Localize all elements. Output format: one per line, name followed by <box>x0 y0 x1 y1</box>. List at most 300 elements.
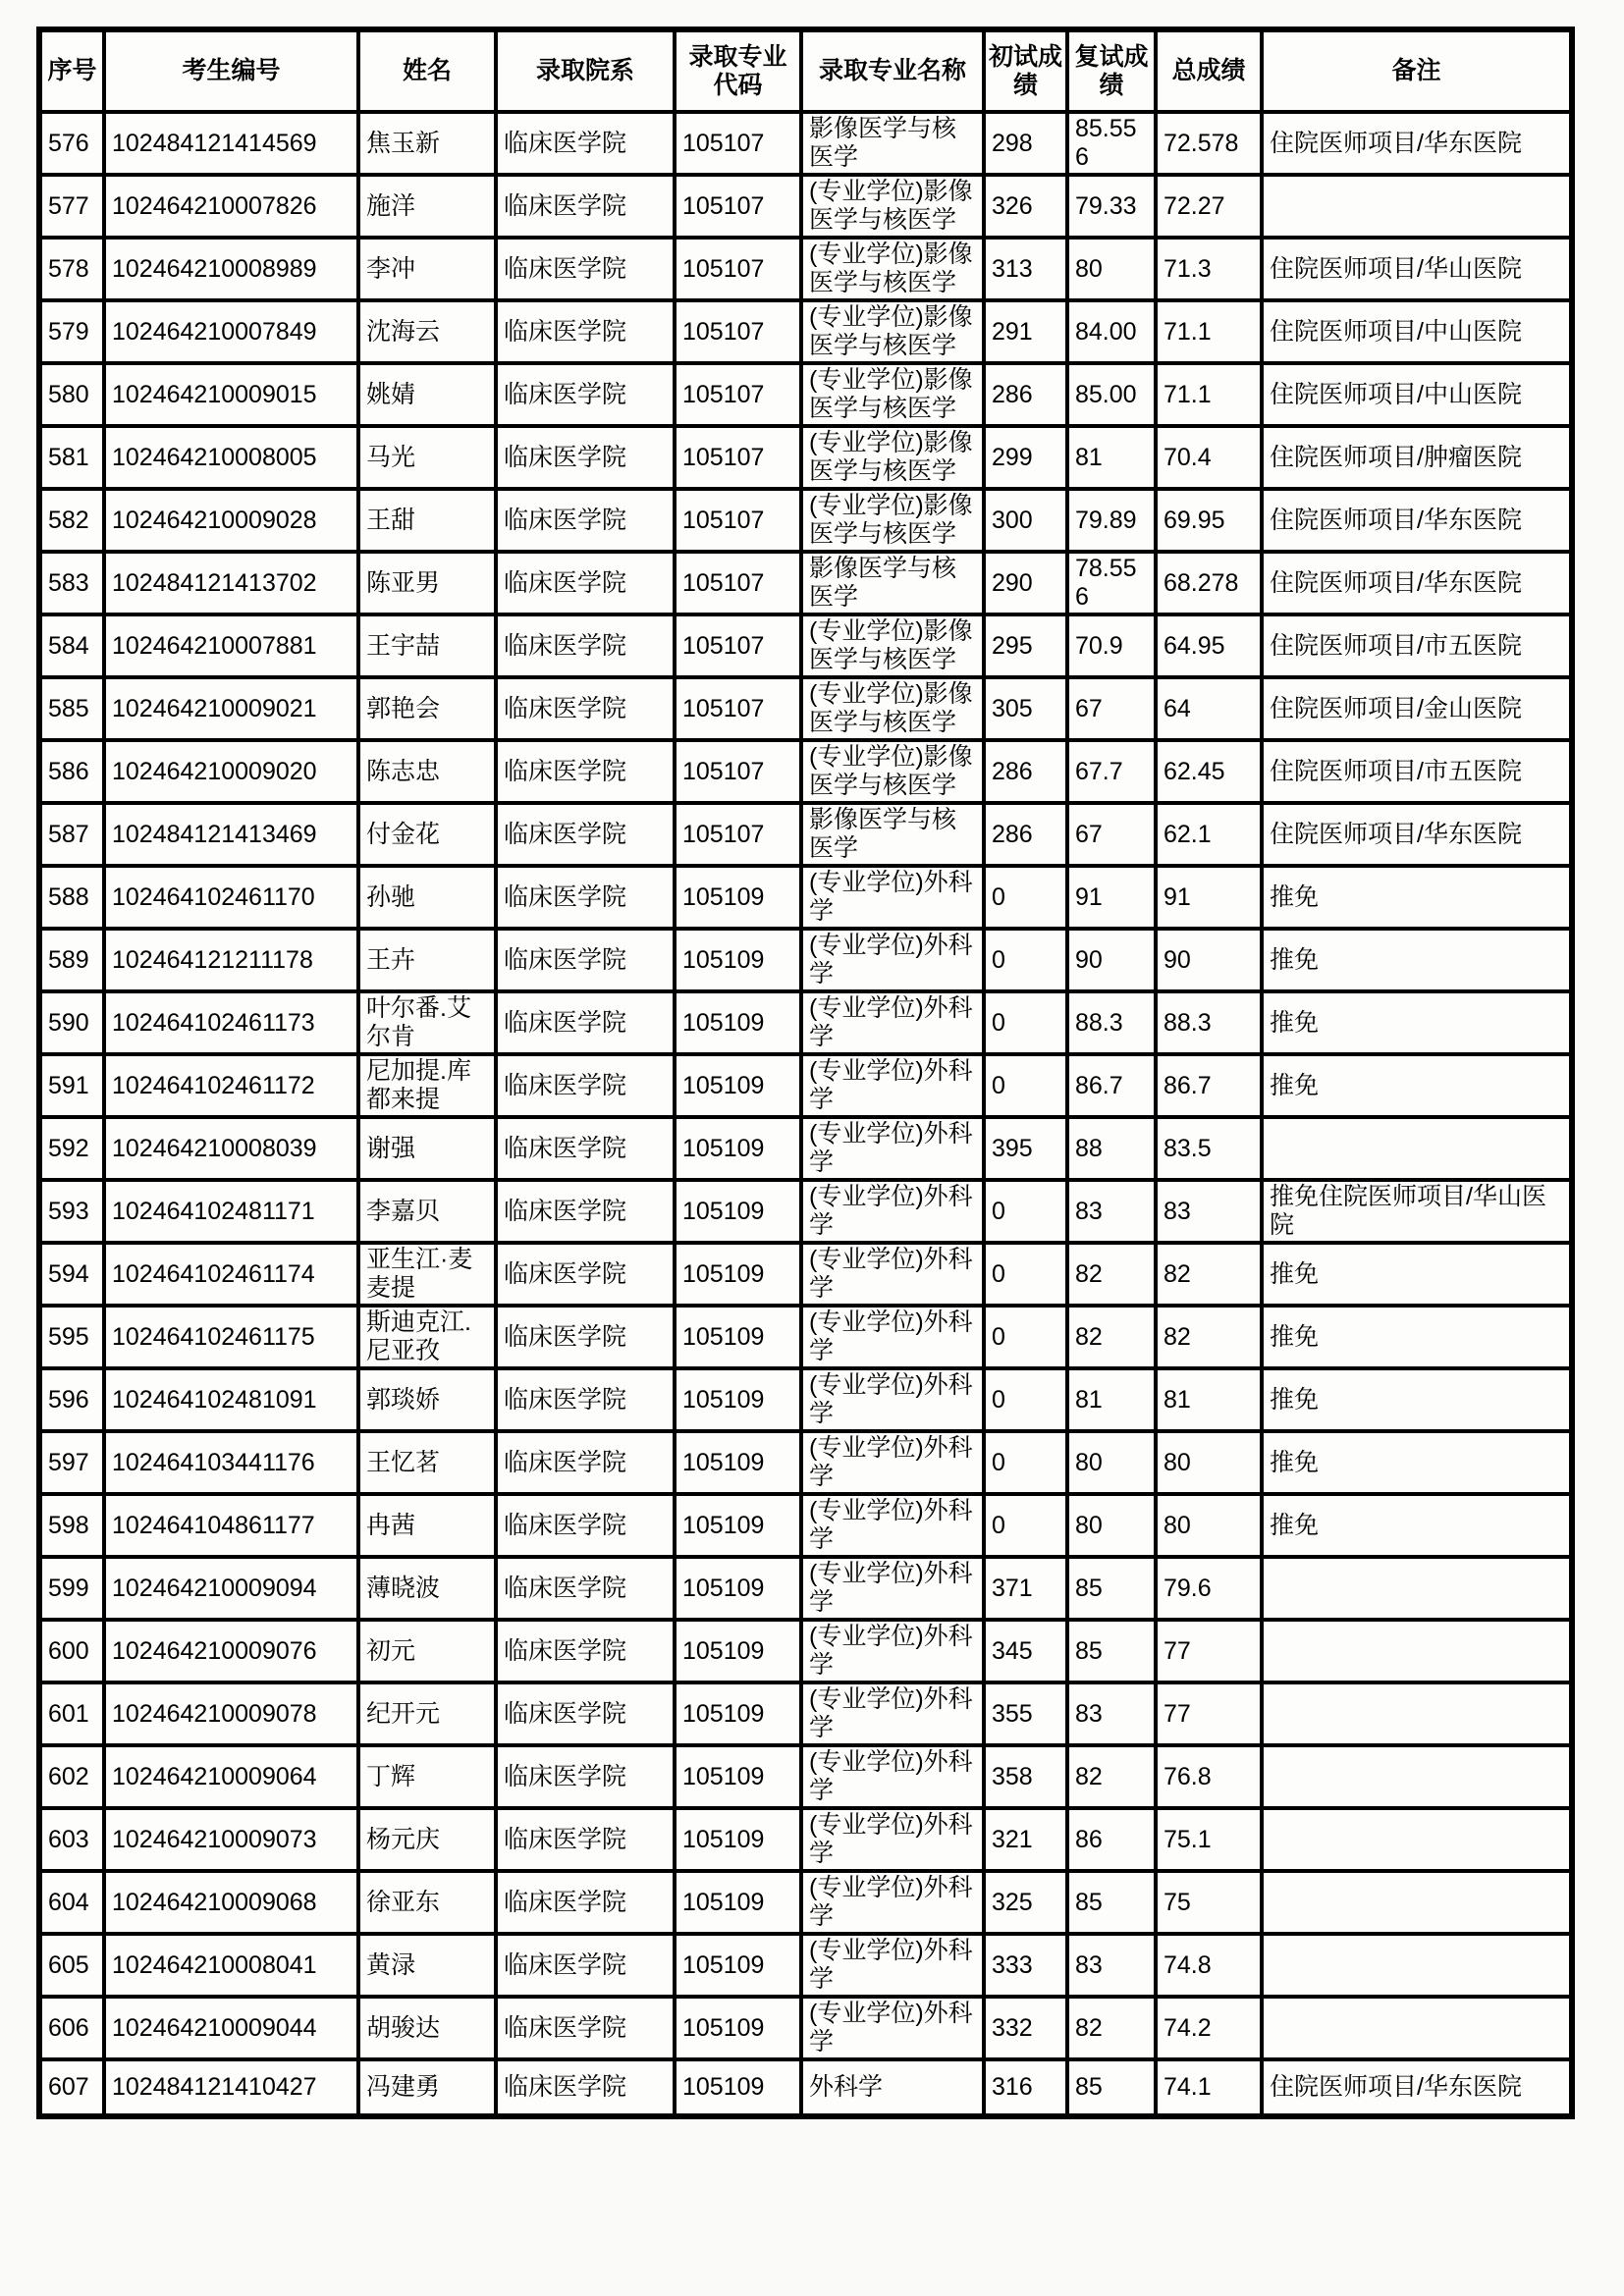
cell-initial_score: 305 <box>984 677 1067 740</box>
cell-candidate_id: 102464210009021 <box>104 677 358 740</box>
cell-remarks: 住院医师项目/华东医院 <box>1262 489 1572 552</box>
cell-retest_score: 85 <box>1067 1871 1156 1934</box>
cell-department: 临床医学院 <box>496 552 675 614</box>
cell-initial_score: 299 <box>984 426 1067 489</box>
cell-index: 580 <box>39 363 104 426</box>
cell-department: 临床医学院 <box>496 1620 675 1682</box>
cell-candidate_id: 102464210009044 <box>104 1997 358 2059</box>
table-row <box>39 1180 1572 1243</box>
cell-remarks <box>1262 1871 1572 1934</box>
cell-initial_score: 345 <box>984 1620 1067 1682</box>
cell-retest_score: 83 <box>1067 1180 1156 1243</box>
cell-initial_score: 0 <box>984 1180 1067 1243</box>
cell-total_score: 77 <box>1156 1620 1262 1682</box>
cell-initial_score: 321 <box>984 1808 1067 1871</box>
cell-total_score: 71.3 <box>1156 238 1262 300</box>
cell-major_name: (专业学位)影像医学与核医学 <box>801 614 984 677</box>
cell-initial_score: 0 <box>984 1431 1067 1494</box>
cell-total_score: 74.1 <box>1156 2059 1262 2116</box>
cell-department: 临床医学院 <box>496 2059 675 2116</box>
cell-major_name: (专业学位)外科学 <box>801 991 984 1054</box>
cell-major_code: 105109 <box>675 1934 801 1997</box>
cell-retest_score: 70.9 <box>1067 614 1156 677</box>
cell-total_score: 72.578 <box>1156 112 1262 175</box>
cell-major_name: (专业学位)影像医学与核医学 <box>801 363 984 426</box>
cell-index: 591 <box>39 1054 104 1117</box>
cell-department: 临床医学院 <box>496 1682 675 1745</box>
cell-major_code: 105109 <box>675 866 801 929</box>
cell-major_code: 105107 <box>675 803 801 866</box>
cell-department: 临床医学院 <box>496 1054 675 1117</box>
table-row <box>39 991 1572 1054</box>
column-header-remarks: 备注 <box>1262 29 1572 112</box>
cell-index: 582 <box>39 489 104 552</box>
cell-retest_score: 82 <box>1067 1745 1156 1808</box>
cell-index: 588 <box>39 866 104 929</box>
cell-total_score: 72.27 <box>1156 175 1262 238</box>
cell-name: 冯建勇 <box>358 2059 496 2116</box>
cell-remarks <box>1262 1557 1572 1620</box>
cell-candidate_id: 102464210009078 <box>104 1682 358 1745</box>
cell-name: 徐亚东 <box>358 1871 496 1934</box>
cell-remarks: 推免 <box>1262 1431 1572 1494</box>
table-row <box>39 740 1572 803</box>
cell-total_score: 90 <box>1156 929 1262 991</box>
cell-retest_score: 82 <box>1067 1243 1156 1306</box>
table-row <box>39 1431 1572 1494</box>
cell-remarks <box>1262 1682 1572 1745</box>
cell-initial_score: 0 <box>984 1306 1067 1368</box>
cell-candidate_id: 102464210008039 <box>104 1117 358 1180</box>
cell-retest_score: 88.3 <box>1067 991 1156 1054</box>
cell-index: 584 <box>39 614 104 677</box>
cell-name: 王宇喆 <box>358 614 496 677</box>
cell-initial_score: 286 <box>984 803 1067 866</box>
cell-retest_score: 85 <box>1067 2059 1156 2116</box>
cell-index: 592 <box>39 1117 104 1180</box>
cell-total_score: 76.8 <box>1156 1745 1262 1808</box>
cell-major_name: (专业学位)外科学 <box>801 1997 984 2059</box>
cell-major_name: (专业学位)影像医学与核医学 <box>801 238 984 300</box>
cell-remarks: 推免 <box>1262 1368 1572 1431</box>
cell-total_score: 69.95 <box>1156 489 1262 552</box>
column-header-retest_score: 复试成绩 <box>1067 29 1156 112</box>
cell-candidate_id: 102464210009064 <box>104 1745 358 1808</box>
cell-name: 冉茜 <box>358 1494 496 1557</box>
cell-name: 薄晓波 <box>358 1557 496 1620</box>
cell-remarks: 推免 <box>1262 1054 1572 1117</box>
cell-department: 临床医学院 <box>496 1557 675 1620</box>
cell-remarks <box>1262 1117 1572 1180</box>
cell-department: 临床医学院 <box>496 1368 675 1431</box>
table-row <box>39 1368 1572 1431</box>
cell-major_name: (专业学位)外科学 <box>801 1180 984 1243</box>
cell-department: 临床医学院 <box>496 1934 675 1997</box>
table-row <box>39 300 1572 363</box>
cell-candidate_id: 102464210007849 <box>104 300 358 363</box>
cell-major_name: (专业学位)外科学 <box>801 866 984 929</box>
table-row <box>39 426 1572 489</box>
cell-index: 605 <box>39 1934 104 1997</box>
cell-retest_score: 67 <box>1067 677 1156 740</box>
cell-index: 589 <box>39 929 104 991</box>
table-row <box>39 866 1572 929</box>
cell-total_score: 75.1 <box>1156 1808 1262 1871</box>
cell-remarks: 住院医师项目/金山医院 <box>1262 677 1572 740</box>
cell-retest_score: 83 <box>1067 1682 1156 1745</box>
cell-major_name: (专业学位)外科学 <box>801 1306 984 1368</box>
cell-department: 临床医学院 <box>496 112 675 175</box>
cell-major_name: (专业学位)外科学 <box>801 1368 984 1431</box>
cell-initial_score: 0 <box>984 1054 1067 1117</box>
cell-remarks: 住院医师项目/华东医院 <box>1262 2059 1572 2116</box>
table-row <box>39 363 1572 426</box>
cell-retest_score: 67 <box>1067 803 1156 866</box>
column-header-department: 录取院系 <box>496 29 675 112</box>
cell-remarks: 住院医师项目/中山医院 <box>1262 300 1572 363</box>
cell-candidate_id: 102464210009094 <box>104 1557 358 1620</box>
cell-major_code: 105109 <box>675 1557 801 1620</box>
table-row <box>39 1620 1572 1682</box>
cell-name: 施洋 <box>358 175 496 238</box>
cell-index: 601 <box>39 1682 104 1745</box>
cell-major_code: 105109 <box>675 1431 801 1494</box>
cell-total_score: 74.8 <box>1156 1934 1262 1997</box>
cell-candidate_id: 102464210009028 <box>104 489 358 552</box>
cell-major_code: 105109 <box>675 1243 801 1306</box>
cell-name: 姚婧 <box>358 363 496 426</box>
admission-table <box>36 27 1575 2119</box>
cell-retest_score: 88 <box>1067 1117 1156 1180</box>
cell-major_name: (专业学位)外科学 <box>801 1620 984 1682</box>
cell-candidate_id: 102464210009015 <box>104 363 358 426</box>
cell-major_code: 105109 <box>675 1368 801 1431</box>
cell-candidate_id: 102464210008041 <box>104 1934 358 1997</box>
cell-retest_score: 86.7 <box>1067 1054 1156 1117</box>
cell-name: 亚生江·麦麦提 <box>358 1243 496 1306</box>
cell-candidate_id: 102464104861177 <box>104 1494 358 1557</box>
cell-total_score: 80 <box>1156 1431 1262 1494</box>
cell-candidate_id: 102464210009020 <box>104 740 358 803</box>
cell-index: 595 <box>39 1306 104 1368</box>
cell-retest_score: 83 <box>1067 1934 1156 1997</box>
cell-candidate_id: 102464210007881 <box>104 614 358 677</box>
cell-initial_score: 0 <box>984 991 1067 1054</box>
cell-remarks <box>1262 1745 1572 1808</box>
cell-retest_score: 85 <box>1067 1557 1156 1620</box>
cell-major_name: (专业学位)影像医学与核医学 <box>801 175 984 238</box>
cell-candidate_id: 102464102461173 <box>104 991 358 1054</box>
cell-total_score: 62.1 <box>1156 803 1262 866</box>
cell-candidate_id: 102484121413469 <box>104 803 358 866</box>
cell-total_score: 86.7 <box>1156 1054 1262 1117</box>
cell-name: 叶尔番.艾尔肯 <box>358 991 496 1054</box>
cell-retest_score: 82 <box>1067 1306 1156 1368</box>
cell-major_name: (专业学位)影像医学与核医学 <box>801 677 984 740</box>
cell-remarks: 住院医师项目/中山医院 <box>1262 363 1572 426</box>
cell-name: 焦玉新 <box>358 112 496 175</box>
cell-initial_score: 358 <box>984 1745 1067 1808</box>
cell-index: 599 <box>39 1557 104 1620</box>
cell-name: 胡骏达 <box>358 1997 496 2059</box>
cell-major_name: (专业学位)外科学 <box>801 1431 984 1494</box>
column-header-total_score: 总成绩 <box>1156 29 1262 112</box>
cell-department: 临床医学院 <box>496 489 675 552</box>
cell-remarks: 住院医师项目/市五医院 <box>1262 614 1572 677</box>
cell-name: 沈海云 <box>358 300 496 363</box>
cell-index: 577 <box>39 175 104 238</box>
cell-major_name: 外科学 <box>801 2059 984 2116</box>
cell-name: 丁辉 <box>358 1745 496 1808</box>
cell-initial_score: 371 <box>984 1557 1067 1620</box>
cell-department: 临床医学院 <box>496 677 675 740</box>
cell-initial_score: 295 <box>984 614 1067 677</box>
cell-remarks: 住院医师项目/华东医院 <box>1262 112 1572 175</box>
cell-total_score: 91 <box>1156 866 1262 929</box>
cell-name: 杨元庆 <box>358 1808 496 1871</box>
cell-department: 临床医学院 <box>496 866 675 929</box>
table-row <box>39 1808 1572 1871</box>
cell-index: 578 <box>39 238 104 300</box>
cell-initial_score: 286 <box>984 363 1067 426</box>
cell-department: 临床医学院 <box>496 1306 675 1368</box>
cell-major_name: (专业学位)外科学 <box>801 1054 984 1117</box>
cell-candidate_id: 102464210009073 <box>104 1808 358 1871</box>
cell-name: 郭琰娇 <box>358 1368 496 1431</box>
cell-major_code: 105109 <box>675 1808 801 1871</box>
cell-index: 587 <box>39 803 104 866</box>
table-row <box>39 1745 1572 1808</box>
table-row <box>39 929 1572 991</box>
cell-total_score: 70.4 <box>1156 426 1262 489</box>
cell-department: 临床医学院 <box>496 1180 675 1243</box>
cell-major_code: 105107 <box>675 489 801 552</box>
cell-major_name: (专业学位)外科学 <box>801 1243 984 1306</box>
table-row <box>39 1682 1572 1745</box>
column-header-candidate_id: 考生编号 <box>104 29 358 112</box>
cell-initial_score: 291 <box>984 300 1067 363</box>
cell-department: 临床医学院 <box>496 238 675 300</box>
cell-name: 陈志忠 <box>358 740 496 803</box>
table-row <box>39 552 1572 614</box>
cell-major_name: (专业学位)影像医学与核医学 <box>801 740 984 803</box>
cell-major_name: (专业学位)外科学 <box>801 1745 984 1808</box>
cell-department: 临床医学院 <box>496 1808 675 1871</box>
cell-name: 李冲 <box>358 238 496 300</box>
cell-department: 临床医学院 <box>496 300 675 363</box>
cell-name: 黄渌 <box>358 1934 496 1997</box>
cell-total_score: 68.278 <box>1156 552 1262 614</box>
table-row <box>39 1117 1572 1180</box>
cell-initial_score: 0 <box>984 1243 1067 1306</box>
cell-major_name: 影像医学与核医学 <box>801 803 984 866</box>
cell-initial_score: 333 <box>984 1934 1067 1997</box>
cell-major_name: 影像医学与核医学 <box>801 112 984 175</box>
cell-remarks: 住院医师项目/华东医院 <box>1262 803 1572 866</box>
cell-department: 临床医学院 <box>496 614 675 677</box>
cell-major_name: (专业学位)影像医学与核医学 <box>801 300 984 363</box>
cell-name: 陈亚男 <box>358 552 496 614</box>
cell-retest_score: 90 <box>1067 929 1156 991</box>
cell-initial_score: 326 <box>984 175 1067 238</box>
cell-initial_score: 0 <box>984 929 1067 991</box>
cell-total_score: 62.45 <box>1156 740 1262 803</box>
cell-initial_score: 325 <box>984 1871 1067 1934</box>
cell-total_score: 64.95 <box>1156 614 1262 677</box>
table-row <box>39 238 1572 300</box>
cell-remarks: 住院医师项目/市五医院 <box>1262 740 1572 803</box>
cell-name: 尼加提.库都来提 <box>358 1054 496 1117</box>
cell-name: 王甜 <box>358 489 496 552</box>
cell-major_code: 105107 <box>675 363 801 426</box>
cell-major_name: (专业学位)外科学 <box>801 1682 984 1745</box>
cell-initial_score: 355 <box>984 1682 1067 1745</box>
cell-index: 596 <box>39 1368 104 1431</box>
column-header-name: 姓名 <box>358 29 496 112</box>
cell-major_code: 105109 <box>675 1494 801 1557</box>
cell-name: 纪开元 <box>358 1682 496 1745</box>
cell-major_code: 105107 <box>675 112 801 175</box>
cell-department: 临床医学院 <box>496 740 675 803</box>
cell-department: 临床医学院 <box>496 1117 675 1180</box>
table-header-row <box>39 29 1572 112</box>
table-row <box>39 1871 1572 1934</box>
table-row <box>39 803 1572 866</box>
cell-remarks: 推免 <box>1262 1306 1572 1368</box>
cell-index: 585 <box>39 677 104 740</box>
cell-candidate_id: 102464210007826 <box>104 175 358 238</box>
cell-candidate_id: 102464121211178 <box>104 929 358 991</box>
cell-retest_score: 79.89 <box>1067 489 1156 552</box>
cell-candidate_id: 102464102461172 <box>104 1054 358 1117</box>
cell-department: 临床医学院 <box>496 1431 675 1494</box>
cell-retest_score: 82 <box>1067 1997 1156 2059</box>
cell-major_code: 105109 <box>675 1997 801 2059</box>
cell-major_name: (专业学位)外科学 <box>801 929 984 991</box>
cell-candidate_id: 102484121414569 <box>104 112 358 175</box>
table-row <box>39 614 1572 677</box>
cell-department: 临床医学院 <box>496 1494 675 1557</box>
cell-retest_score: 79.33 <box>1067 175 1156 238</box>
cell-initial_score: 316 <box>984 2059 1067 2116</box>
cell-remarks: 推免 <box>1262 929 1572 991</box>
cell-initial_score: 298 <box>984 112 1067 175</box>
cell-name: 李嘉贝 <box>358 1180 496 1243</box>
column-header-major_code: 录取专业代码 <box>675 29 801 112</box>
cell-initial_score: 332 <box>984 1997 1067 2059</box>
table-row <box>39 1306 1572 1368</box>
cell-index: 606 <box>39 1997 104 2059</box>
cell-major_name: (专业学位)影像医学与核医学 <box>801 489 984 552</box>
cell-department: 临床医学院 <box>496 929 675 991</box>
cell-name: 王卉 <box>358 929 496 991</box>
cell-major_code: 105109 <box>675 1054 801 1117</box>
table-row <box>39 1054 1572 1117</box>
cell-index: 586 <box>39 740 104 803</box>
cell-total_score: 82 <box>1156 1306 1262 1368</box>
cell-total_score: 83.5 <box>1156 1117 1262 1180</box>
cell-initial_score: 290 <box>984 552 1067 614</box>
cell-department: 临床医学院 <box>496 1997 675 2059</box>
cell-major_code: 105109 <box>675 1117 801 1180</box>
cell-major_code: 105107 <box>675 552 801 614</box>
cell-index: 593 <box>39 1180 104 1243</box>
cell-total_score: 81 <box>1156 1368 1262 1431</box>
cell-total_score: 82 <box>1156 1243 1262 1306</box>
cell-retest_score: 85 <box>1067 1620 1156 1682</box>
cell-major_name: (专业学位)外科学 <box>801 1934 984 1997</box>
cell-department: 临床医学院 <box>496 1745 675 1808</box>
cell-name: 付金花 <box>358 803 496 866</box>
cell-major_code: 105109 <box>675 1871 801 1934</box>
cell-major_name: (专业学位)外科学 <box>801 1808 984 1871</box>
cell-index: 583 <box>39 552 104 614</box>
cell-candidate_id: 102464103441176 <box>104 1431 358 1494</box>
cell-total_score: 79.6 <box>1156 1557 1262 1620</box>
cell-remarks <box>1262 1808 1572 1871</box>
table-row <box>39 1494 1572 1557</box>
cell-retest_score: 81 <box>1067 1368 1156 1431</box>
table-row <box>39 1997 1572 2059</box>
cell-initial_score: 0 <box>984 1494 1067 1557</box>
cell-remarks <box>1262 1934 1572 1997</box>
cell-major_code: 105109 <box>675 1180 801 1243</box>
cell-candidate_id: 102464210009068 <box>104 1871 358 1934</box>
cell-remarks <box>1262 1997 1572 2059</box>
cell-index: 600 <box>39 1620 104 1682</box>
cell-remarks: 住院医师项目/华东医院 <box>1262 552 1572 614</box>
cell-index: 604 <box>39 1871 104 1934</box>
cell-total_score: 71.1 <box>1156 300 1262 363</box>
cell-major_code: 105109 <box>675 1745 801 1808</box>
cell-index: 598 <box>39 1494 104 1557</box>
cell-total_score: 83 <box>1156 1180 1262 1243</box>
cell-major_name: (专业学位)外科学 <box>801 1871 984 1934</box>
cell-index: 597 <box>39 1431 104 1494</box>
cell-major_code: 105107 <box>675 677 801 740</box>
cell-candidate_id: 102464102461175 <box>104 1306 358 1368</box>
cell-initial_score: 0 <box>984 1368 1067 1431</box>
cell-major_code: 105107 <box>675 740 801 803</box>
cell-initial_score: 300 <box>984 489 1067 552</box>
column-header-initial_score: 初试成绩 <box>984 29 1067 112</box>
cell-major_name: 影像医学与核医学 <box>801 552 984 614</box>
column-header-major_name: 录取专业名称 <box>801 29 984 112</box>
cell-candidate_id: 102464210008005 <box>104 426 358 489</box>
cell-name: 王忆茗 <box>358 1431 496 1494</box>
cell-remarks: 住院医师项目/肿瘤医院 <box>1262 426 1572 489</box>
cell-major_code: 105107 <box>675 426 801 489</box>
cell-major_code: 105109 <box>675 2059 801 2116</box>
cell-initial_score: 286 <box>984 740 1067 803</box>
cell-index: 607 <box>39 2059 104 2116</box>
cell-retest_score: 85.556 <box>1067 112 1156 175</box>
cell-major_code: 105109 <box>675 1682 801 1745</box>
cell-retest_score: 91 <box>1067 866 1156 929</box>
cell-remarks: 推免 <box>1262 1243 1572 1306</box>
cell-candidate_id: 102464102461174 <box>104 1243 358 1306</box>
cell-initial_score: 0 <box>984 866 1067 929</box>
cell-candidate_id: 102464210009076 <box>104 1620 358 1682</box>
cell-remarks: 推免 <box>1262 991 1572 1054</box>
cell-initial_score: 395 <box>984 1117 1067 1180</box>
cell-retest_score: 81 <box>1067 426 1156 489</box>
cell-retest_score: 84.00 <box>1067 300 1156 363</box>
cell-total_score: 77 <box>1156 1682 1262 1745</box>
cell-major_name: (专业学位)外科学 <box>801 1557 984 1620</box>
cell-retest_score: 80 <box>1067 1494 1156 1557</box>
cell-remarks: 推免 <box>1262 1494 1572 1557</box>
